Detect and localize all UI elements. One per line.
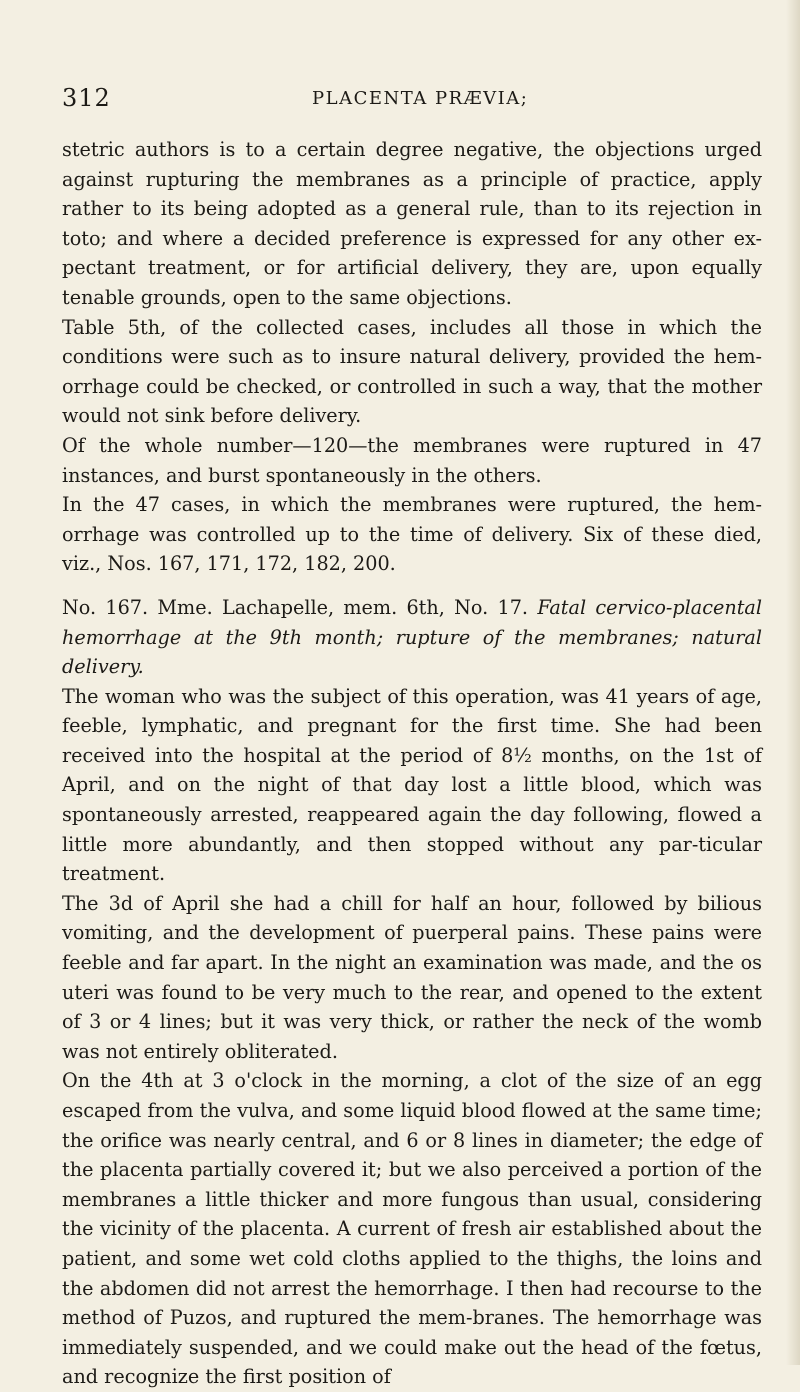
case-paragraph-3: On the 4th at 3 o'clock in the morning, a clot of the size of an egg escaped from the vulva, and some liquid blood flowed at the same time; the orifice was nearly central, and 6 or 8 lines in diameter; the edge of the placenta partially covered it; but we also perceived a portion of the membranes a little thicker and more fungous than usual, considering the vicinity of the placenta. A current of fresh air established about the patient, and some wet cold cloths applied to the thighs, the loins and the abdomen did not arrest the hemorrhage. I then had recourse to the method of Puzos, and ruptured the mem-branes. The hemorrhage was immediately suspended, and we could make out the head of the fœtus, and recognize the first position of xyxy=(62,1069,762,1389)
paragraph-4: In the 47 cases, in which the membranes were ruptured, the hem-orrhage was controlled up to the time of delivery. Six of these died, viz., Nos. 167, 171, 172, 182, 200. xyxy=(62,493,762,576)
page-edge-shadow xyxy=(786,0,800,1365)
page-body xyxy=(62,135,762,1392)
paragraph-2: Table 5th, of the collected cases, includes all those in which the conditions were such as to insure natural delivery, provided the hem-orrhage could be checked, or controlled in such a way, that the mother would not sink before delivery. xyxy=(62,315,762,428)
case-paragraph-1: The woman who was the subject of this operation, was 41 years of age, feeble, lymphatic, and pregnant for the first time. She had been received into the hospital at the period of 8½ months, on the 1st of April, and on the night of that day lost a little blood, which was spontaneously arrested, reappeared again the day following, flowed a little more abundantly, and then stopped without any par-ticular treatment. xyxy=(62,684,762,886)
page-number: 312 xyxy=(62,84,111,112)
case-source: Mme. Lachapelle, mem. 6th, No. 17. xyxy=(157,595,529,619)
paragraph-1: stetric authors is to a certain degree negative, the objections urged against rupturing the membranes as a principle of practice, apply rather to its being adopted as a general rule, than to its rejection in toto; and where a decided preference is expressed for any other ex-pectant treatment, or for artificial delivery, they are, upon equally tenable grounds, open to the same objections. xyxy=(62,138,762,309)
case-heading xyxy=(62,593,762,682)
case-paragraph-2: The 3d of April she had a chill for half an hour, followed by bilious vomiting, and the development of puerperal pains. These pains were feeble and far apart. In the night an examination was made, and the os uteri was found to be very much to the rear, and opened to the extent of 3 or 4 lines; but it was very thick, or rather the neck of the womb was not entirely obliterated. xyxy=(62,891,762,1063)
paragraph-3: Of the whole number—120—the membranes were ruptured in 47 instances, and burst spontaneously in the others. xyxy=(62,433,762,487)
case-title: Fatal cervico-placental hemorrhage at the 9th month; rupture of the membranes; natural delivery. xyxy=(62,595,762,679)
case-number: No. 167. xyxy=(62,595,149,619)
page-header xyxy=(62,84,762,114)
running-title: PLACENTA PRÆVIA; xyxy=(312,88,529,109)
